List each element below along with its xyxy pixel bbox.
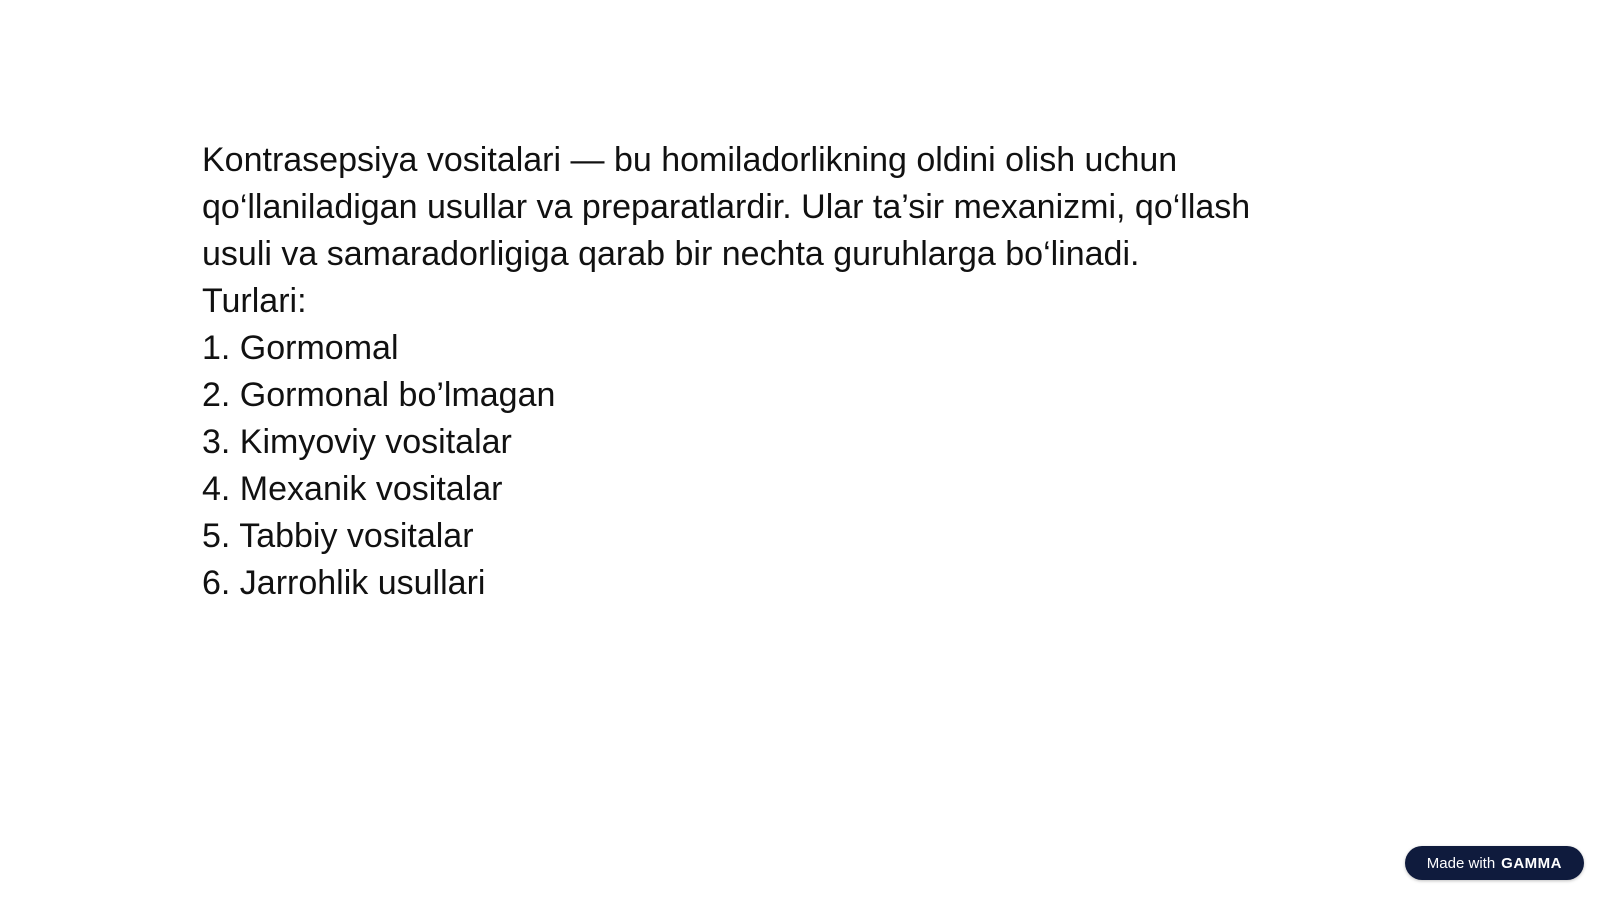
types-heading: Turlari:: [202, 282, 307, 320]
list-item: 1. Gormomal: [202, 329, 399, 367]
gamma-logo: GAMMA: [1501, 854, 1562, 872]
types-list: [202, 325, 1282, 607]
list-item: 6. Jarrohlik usullari: [202, 564, 486, 602]
badge-prefix: Made with: [1426, 854, 1496, 872]
list-item: 4. Mexanik vositalar: [202, 470, 503, 508]
list-item: 2. Gormonal bo’lmagan: [202, 376, 556, 414]
made-with-gamma-badge[interactable]: [1405, 846, 1584, 880]
list-item: 3. Kimyoviy vositalar: [202, 423, 512, 461]
slide-content: [202, 137, 1282, 607]
list-item: 5. Tabbiy vositalar: [202, 517, 474, 555]
intro-paragraph: Kontrasepsiya vositalari — bu homiladorlikning oldini olish uchun qo‘llaniladigan usullar va preparatlardir. Ular ta’sir mexanizmi, qo‘llash usuli va samaradorligiga qarab bir nechta guruhlarga bo‘linadi.: [202, 141, 1251, 273]
